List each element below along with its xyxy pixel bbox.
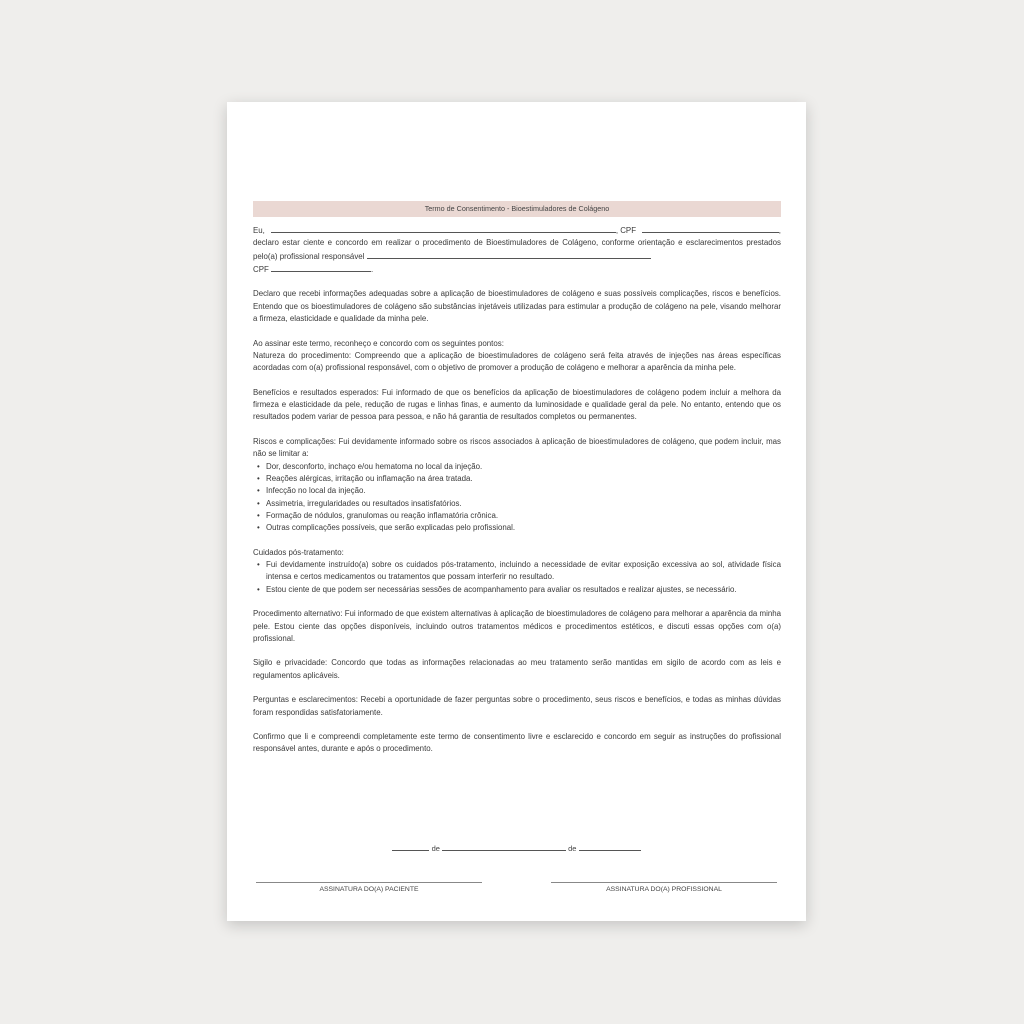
cpf-label: , CPF <box>615 226 637 235</box>
paragraph-sigilo: Sigilo e privacidade: Concordo que todas as informações relacionadas ao meu tratamento serão mantidas em sigilo de acordo com as leis e regulamentos aplicáveis. <box>253 658 781 680</box>
declaro-text: declaro estar ciente e concordo em realizar o procedimento de Bioestimuladores de Colágeno, conforme orientação e esclarecimentos prestados pelo(a) profissional responsável <box>253 238 781 261</box>
list-item: • Formação de nódulos, granulomas ou reação inflamatória crônica. <box>266 510 781 522</box>
patient-signature-label: ASSINATURA DO(A) PACIENTE <box>319 886 419 893</box>
year-field[interactable] <box>579 842 641 851</box>
cpf2-label: CPF <box>253 264 269 274</box>
intro-block <box>253 224 781 276</box>
patient-name-field[interactable] <box>271 224 616 233</box>
professional-signature-label: ASSINATURA DO(A) PROFISSIONAL <box>606 886 722 893</box>
date-line <box>227 842 806 853</box>
document-title: Termo de Consentimento - Bioestimuladores de Colágeno <box>253 201 781 217</box>
patient-signature-line[interactable] <box>256 882 482 883</box>
comma: , <box>778 226 781 235</box>
cuidados-list <box>253 559 781 596</box>
day-field[interactable] <box>392 842 429 851</box>
list-item: • Estou ciente de que podem ser necessárias sessões de acompanhamento para avaliar os resultados e realizar ajustes, se necessário. <box>266 584 781 596</box>
paragraph-ao-assinar: Ao assinar este termo, reconheço e concordo com os seguintes pontos: <box>253 338 504 348</box>
list-item: • Outras complicações possíveis, que serão explicadas pelo profissional. <box>266 522 781 534</box>
de-label: de <box>431 844 440 853</box>
paragraph-alternativo: Procedimento alternativo: Fui informado de que existem alternativas à aplicação de bioestimuladores de colágeno para melhorar a aparência da minha pele. Estou ciente das opções disponíveis, incluindo outros tratamentos médicos e procedimentos estéticos, e discuti essas opções com o(a) profissional. <box>253 609 781 643</box>
list-item: • Assimetria, irregularidades ou resultados insatisfatórios. <box>266 498 781 510</box>
month-field[interactable] <box>442 842 566 851</box>
paragraph-riscos: Riscos e complicações: Fui devidamente informado sobre os riscos associados à aplicação de bioestimuladores de colágeno, que podem incluir, mas não se limitar a: <box>253 437 781 459</box>
patient-signature <box>256 882 482 893</box>
paragraph-natureza: Natureza do procedimento: Compreendo que a aplicação de bioestimuladores de colágeno será feita através de injeções nas áreas específicas acordadas com o(a) profissional responsável, com o objetivo de promover a produção de colágeno e melhorar a aparência da minha pele. <box>253 350 781 373</box>
eu-label: Eu, <box>253 226 265 235</box>
de-label: de <box>568 844 577 853</box>
document-body <box>253 201 781 768</box>
paragraph-declaro: Declaro que recebi informações adequadas sobre a aplicação de bioestimuladores de colágeno e suas possíveis complicações, riscos e benefícios. Entendo que os bioestimuladores de colágeno são substâncias injetáveis utilizadas para estimular a produção de colágeno na pele, visando melhorar a firmeza, elasticidade e qualidade da minha pele. <box>253 289 781 324</box>
patient-cpf-field[interactable] <box>642 224 779 233</box>
points-block <box>253 338 781 375</box>
list-item: • Dor, desconforto, inchaço e/ou hematoma no local da injeção. <box>266 461 781 473</box>
paragraph-confirmo: Confirmo que li e compreendi completamente este termo de consentimento livre e esclarecido e concordo em seguir as instruções do profissional responsável antes, durante e após o procedimento. <box>253 732 781 754</box>
document-page <box>227 102 806 921</box>
professional-cpf-field[interactable] <box>271 263 374 274</box>
list-item: • Reações alérgicas, irritação ou inflamação na área tratada. <box>266 473 781 485</box>
professional-signature <box>551 882 777 893</box>
list-item: • Fui devidamente instruído(a) sobre os cuidados pós-tratamento, incluindo a necessidade de evitar exposição excessiva ao sol, atividade física intensa e certos medicamentos ou tratamentos que possam interferir no resultado. <box>266 559 781 584</box>
professional-signature-line[interactable] <box>551 882 777 883</box>
list-item: • Infecção no local da injeção. <box>266 485 781 497</box>
cuidados-block <box>253 547 781 596</box>
riscos-block <box>253 436 781 534</box>
paragraph-perguntas: Perguntas e esclarecimentos: Recebi a oportunidade de fazer perguntas sobre o procedimento, seus riscos e benefícios, e todas as minhas dúvidas foram respondidas satisfatoriamente. <box>253 695 781 717</box>
paragraph-beneficios: Benefícios e resultados esperados: Fui informado de que os benefícios da aplicação de bioestimuladores de colágeno podem incluir a melhora da firmeza e elasticidade da pele, redução de rugas e linhas finas, e aumento da luminosidade e qualidade geral da pele. No entanto, entendo que os resultados podem variar de pessoa para pessoa, e não há garantia de resultados completos ou permanentes. <box>253 387 781 422</box>
paragraph-cuidados: Cuidados pós-tratamento: <box>253 547 344 557</box>
riscos-list <box>253 461 781 535</box>
professional-name-field[interactable] <box>367 250 651 259</box>
period: . <box>371 264 374 274</box>
